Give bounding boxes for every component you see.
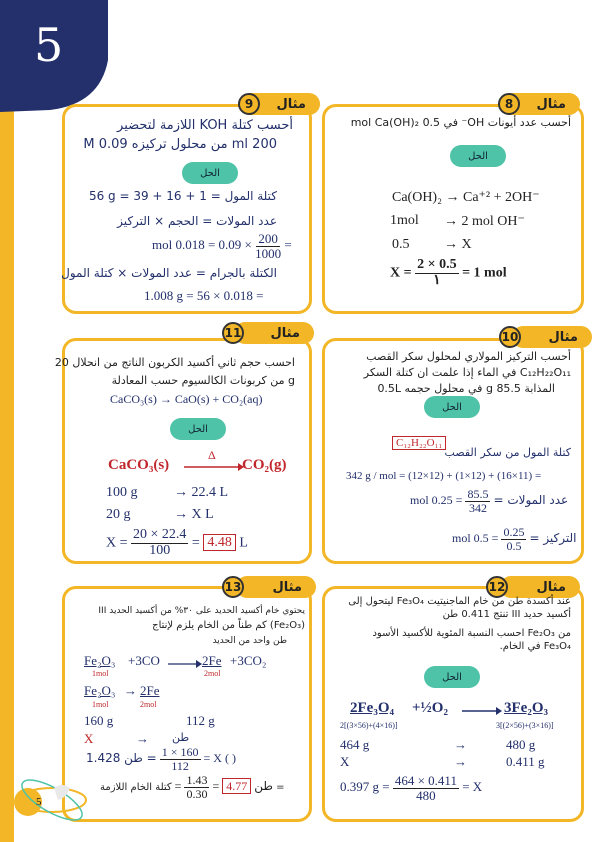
- example-10-number: 10: [499, 326, 521, 348]
- ex13-calc: طن 1.428 = $\frac{1 \times 160}{112}$ = X ( ): [86, 745, 236, 773]
- ex13-eq2-sub-right: 2mol: [140, 700, 157, 709]
- ex13-row2-arrow: →: [136, 731, 149, 746]
- example-13-number: 13: [222, 576, 244, 598]
- ex12-row2-right: 0.411 g: [506, 754, 545, 769]
- ex11-row1-right: → 22.4 L: [174, 485, 229, 500]
- ex13-eq1-sub-right: 2mol: [204, 669, 221, 678]
- example-10-question-1: أحسب التركيز المولاري لمحلول سكر القصب: [366, 350, 571, 363]
- ex12-row1-left: 464 g: [340, 737, 370, 752]
- ex11-row1-left: 100 g: [106, 485, 138, 500]
- ex9-molar-mass: كتلة المول = 56 g = 39 + 16 + 1: [88, 189, 277, 203]
- ex13-row2-right: طن: [172, 731, 190, 744]
- ex13-eq2-arrow: →: [124, 683, 137, 698]
- ex11-equation: CaCO₃(s) → CaO(s) + CO₂(aq): [110, 392, 263, 406]
- ex8-result: X = $\frac{2 \times 0.5}{١}$ = 1 mol: [390, 257, 507, 288]
- ex13-ore-mass: طن 4.77 = $\frac{1.43}{0.30}$ = كتلة الخام اللازمة =: [100, 773, 285, 801]
- ex12-reaction-arrow: [462, 706, 502, 716]
- example-10-question-3: المذابة 85.5 g في محلول حجمه 0.5L: [377, 382, 555, 395]
- ex8-row1-left: 1mol: [390, 213, 419, 228]
- ex13-row1-left: 160 g: [84, 713, 114, 728]
- example-11-question-1: احسب حجم ثاني أكسيد الكربون الناتج من انحلال 20: [54, 356, 295, 369]
- ex12-row1-right: 480 g: [506, 737, 536, 752]
- example-12-question-1: عند أكسدة طن من خام الماجنيتيت Fe₃O₄ ليتحول إلى: [348, 596, 571, 607]
- example-9-card: [62, 104, 312, 314]
- example-9-number: 9: [238, 93, 260, 115]
- ex11-reaction-arrow: [184, 462, 244, 472]
- ex11-big-left: CaCO₃(s): [108, 457, 170, 473]
- ex12-row2-left: X: [340, 754, 350, 769]
- example-11-tab: مثال: [234, 322, 314, 344]
- example-10-question-2: C₁₂H₂₂O₁₁ في الماء إذا علمت ان كتلة السكر: [363, 366, 571, 379]
- ex13-eq1-mid: +3CO: [128, 653, 160, 668]
- ex12-sub-right: 3[(2×56)+(3×16)]: [496, 721, 554, 730]
- ex13-eq1-right: 2Fe: [202, 653, 222, 668]
- example-9-question-2: 200 ml من محلول تركيزه 0.09 M: [83, 137, 277, 152]
- ex12-sub-left: 2[(3×56)+(4×16)]: [340, 721, 398, 730]
- ex13-eq2-right: 2Fe: [140, 683, 160, 698]
- ex12-result: 0.397 g = $\frac{464 \times 0.411}{480}$ = X: [340, 773, 483, 803]
- ex13-eq1-sub-left: 1mol: [92, 669, 109, 678]
- example-9-tab: مثال: [240, 93, 320, 115]
- ex13-eq1-left: Fe₂O₃: [84, 653, 116, 668]
- ex8-row2-right: → X: [444, 237, 472, 252]
- example-13-question-1: يحتوي خام أكسيد الحديد على ٣٠% من أكسيد الحديد III: [98, 606, 305, 616]
- example-12-solution-pill: الحل: [424, 666, 480, 688]
- ex8-row2-left: 0.5: [392, 237, 410, 252]
- ex12-row2-arrow: →: [454, 754, 467, 769]
- example-8-tab: مثال: [500, 93, 580, 115]
- example-13-question-2: (Fe₂O₃) كم طناً من الخام يلزم لإنتاج: [152, 620, 305, 631]
- example-10-tab: مثال: [512, 326, 592, 348]
- example-13-tab: مثال: [236, 576, 316, 598]
- ex13-eq1-arrow: [168, 659, 202, 669]
- example-11-solution-pill: الحل: [170, 418, 226, 440]
- ex8-equation: Ca(OH)₂ → Ca⁺² + 2OH⁻: [392, 190, 540, 205]
- ex11-big-right: CO₂(g): [242, 457, 287, 473]
- example-10-solution-pill: الحل: [424, 396, 480, 418]
- ex13-row1-right: 112 g: [186, 713, 215, 728]
- ex13-eq2-sub-left: 1mol: [92, 700, 109, 709]
- example-12-tab: مثال: [500, 576, 580, 598]
- ex9-moles-rule: عدد المولات = الحجم × التركيز: [117, 214, 277, 228]
- example-13-question-3: طن واحد من الحديد: [212, 636, 287, 646]
- example-12-question-2: أكسيد حديد III تنتج 0.411 طن: [442, 609, 571, 620]
- ex10-molar-calc: 342 g / mol = (12×12) + (1×12) + (16×11) =: [346, 470, 542, 482]
- ex12-row1-arrow: →: [454, 737, 467, 752]
- ex11-row2-right: → X L: [174, 507, 214, 522]
- example-12-question-4: Fe₃O₄ في الخام.: [499, 641, 571, 652]
- ex10-formula: C₁₂H₂₂O₁₁: [392, 436, 446, 450]
- example-11-number: 11: [222, 322, 244, 344]
- ex10-moles-calc: mol 0.25 = $\frac{85.5}{342}$ = عدد المولات: [410, 487, 569, 515]
- ex13-eq1-right2: +3CO₂: [230, 653, 267, 668]
- page-number: 5: [34, 18, 64, 72]
- ex11-result: X = $\frac{20 \times 22.4}{100}$ = 4.48 L: [106, 527, 248, 558]
- example-11-question-2: g من كربونات الكالسيوم حسب المعادلة: [111, 374, 295, 387]
- publisher-logo: [8, 770, 98, 830]
- ex13-row2-left: X: [84, 731, 94, 746]
- ex13-eq2-left: Fe₂O₃: [84, 683, 116, 698]
- ex8-row1-right: → 2 mol OH⁻: [444, 214, 525, 229]
- example-8-solution-pill: الحل: [450, 145, 506, 167]
- ex9-mass-rule: الكتلة بالجرام = عدد المولات × كتلة المول: [61, 266, 277, 280]
- example-9-solution-pill: الحل: [182, 162, 238, 184]
- example-8-question: أحسب عدد أيونات OH⁻ في 0.5 mol Ca(OH)₂: [350, 116, 571, 129]
- example-12-number: 12: [486, 576, 508, 598]
- ex9-moles-calc: mol 0.018 = 0.09 × $\frac{200}{1000}$ =: [152, 231, 292, 261]
- ex9-mass-result: 1.008 g = 56 × 0.018 =: [144, 288, 264, 303]
- ex11-row2-left: 20 g: [106, 507, 131, 522]
- ex10-molar-label: كتلة المول من سكر القصب: [444, 446, 571, 459]
- ex11-delta: Δ: [208, 448, 216, 462]
- example-8-number: 8: [498, 93, 520, 115]
- ex10-concentration-calc: mol 0.5 = $\frac{0.25}{0.5}$ = التركيز: [452, 525, 577, 553]
- example-9-question-1: أحسب كتلة KOH اللازمة لتحضير: [117, 118, 293, 133]
- ex12-eq-left: 2Fe₃O₄: [350, 700, 394, 716]
- footer-page-number: 5: [36, 796, 42, 808]
- ex12-eq-right: 3Fe₂O₃: [504, 700, 548, 716]
- ex12-eq-mid: +½O₂: [412, 700, 448, 716]
- example-12-question-3: من Fe₂O₃ احسب النسبة المئوية للأكسيد الأسود: [372, 628, 571, 639]
